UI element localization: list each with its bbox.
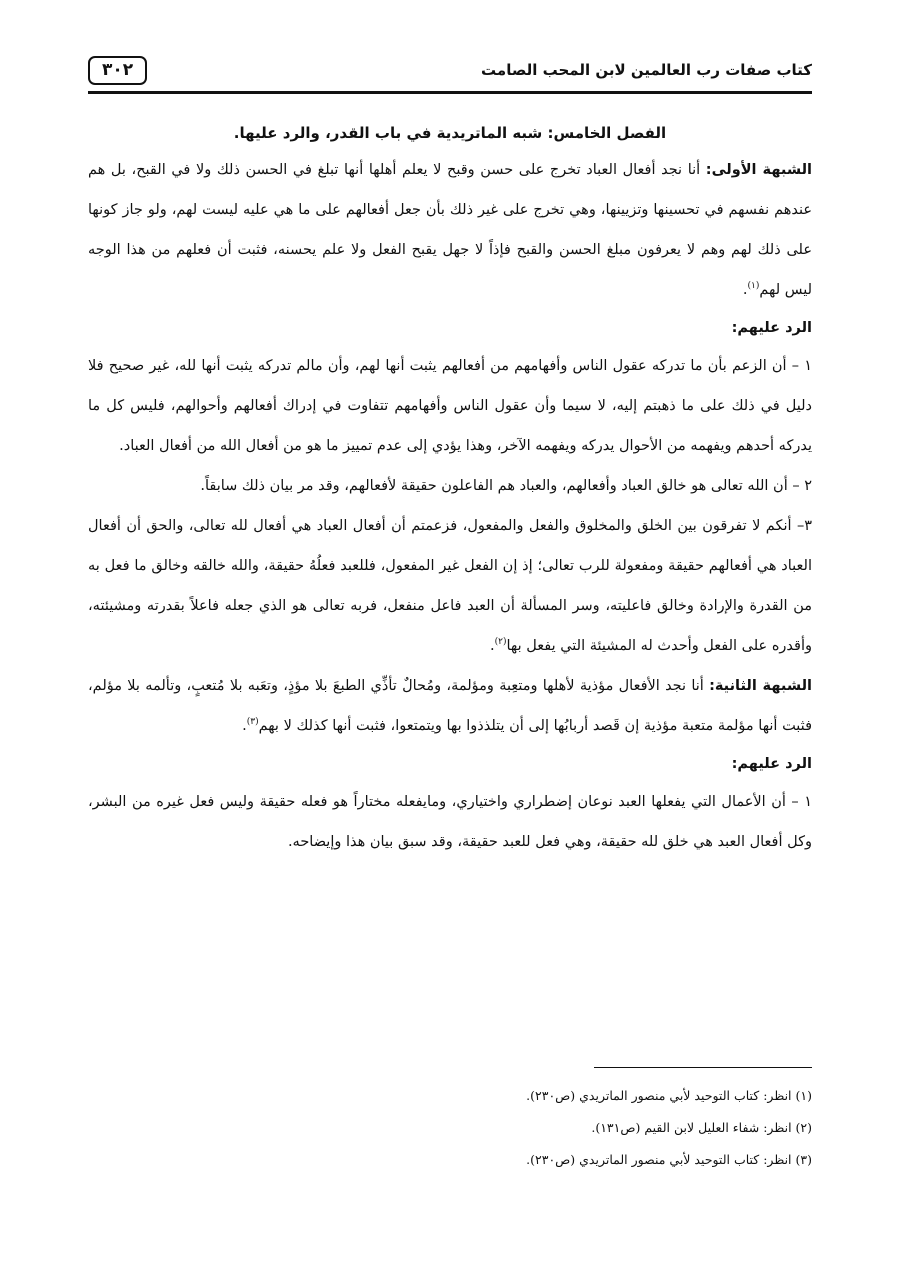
shubha-2-end: . (242, 718, 247, 734)
reply-1-point-1: ١ – أن الزعم بأن ما تدركه عقول الناس وأفهامهم من أفعالهم يثبت أنها لهم، وأن مالم تدركه يثبت أنها لله، غير صحيح فلا دليل في ذلك على ما ذهبتم إليه، لا سيما وأن عقول الناس وأفهامهم تتفاوت في إدراك أفعالهم وأحوالهم، فليس كل ما يدركه أحدهم ويفهمه من الأحوال يدركه ويفهمه الآخر، وهذا يؤدي إلى عدم تمييز ما هو من أفعال الله من أفعال العباد. (88, 358, 812, 454)
reply-1-point-3-text: ٣– أنكم لا تفرقون بين الخلق والمخلوق والفعل والمفعول، فزعمتم أن أفعال العباد هي أفعال لله تعالى، والحق أن أفعال العباد هي أفعالهم حقيقة ومفعولة للرب تعالى؛ إذ إن الفعل غير المفعول، فللعبد فعلُهُ حقيقة، والله خالقه وخالق ما فعل به من القدرة والإرادة وخالق فاعليته، وسر المسألة أن العبد فاعل منفعل، فربه تعالى هو الذي جعله فاعلاً بقدرته ومشيئته، وأقدره على الفعل وأحدث له المشيئة التي يفعل بها (88, 518, 812, 654)
book-title: كتاب صفات رب العالمين لابن المحب الصامت (481, 61, 812, 79)
reply-1-point-2: ٢ – أن الله تعالى هو خالق العباد وأفعالهم، والعباد هم الفاعلون حقيقة لأفعالهم، وقد مر بيان ذلك سابقاً. (200, 478, 812, 494)
shubha-1-term: الشبهة الأولى: (705, 162, 812, 178)
page-number: ٣٠٢ (88, 56, 147, 85)
footnote-ref-3: (٣) (246, 717, 259, 728)
page-body (88, 116, 812, 862)
footnote-rule (594, 1067, 812, 1068)
footnote-2: (٢) انظر: شفاء العليل لابن القيم (ص١٣١). (591, 1120, 812, 1135)
page-header (88, 52, 812, 88)
reply-1-point-3 (88, 506, 812, 666)
shubha-1-end: . (742, 282, 748, 298)
reply-1-heading: الرد عليهم: (731, 320, 812, 336)
reply-2-point-1: ١ – أن الأعمال التي يفعلها العبد نوعان إضطراري واختياري، ومايفعله مختاراً هو فعله حقيقة وليس فعل غيره من البشر، وكل أفعال العبد هي خلق لله حقيقة، وهي فعل للعبد حقيقة، وقد سبق بيان هذا وإيضاحه. (88, 794, 812, 850)
reply-1-point-3-end: . (490, 638, 495, 654)
reply-2-heading: الرد عليهم: (731, 756, 812, 772)
footnote-ref-1: (١) (747, 281, 760, 292)
shubha-2-text: أنا نجد الأفعال مؤذية لأهلها ومتعِبة ومؤلمة، ومُحالٌ تأذِّي الطبعَ بلا مؤذٍ، وتعَبه بلا مُتعبٍ، وتألمه بلا مؤلم، فثبت أنها مؤلمة متعبة مؤذية إن قَصد أربابُها إلى أن يتلذذوا بها ويتمتعوا، فثبت أنها كذلك لا بهم (88, 678, 812, 734)
chapter-title: الفصل الخامس: شبه الماتريدية في باب القدر، والرد عليها. (233, 124, 667, 142)
shubha-2-term: الشبهة الثانية: (709, 678, 812, 694)
shubha-1-paragraph (88, 150, 812, 310)
header-rule (88, 91, 812, 94)
footnote-3: (٣) انظر: كتاب التوحيد لأبي منصور الماتريدي (ص٢٣٠). (526, 1152, 812, 1167)
shubha-1-text: أنا نجد أفعال العباد تخرج على حسن وقبح لا يعلم أهلها أنها تبلغ في الحسن ذلك ولا في القبح، بل هم عندهم نفسهم في تحسينها وتزيينها، وهي تخرج على غير ذلك بأن جعل أفعالهم على ما هي عليه ليست لهم، ولو جاز كونها على ذلك لهم وهم لا يعرفون مبلغ الحسن والقبح فإذاً لا جهل يقبح الفعل ولا علم يحسنه، فثبت أن فعلهم من هذا الوجه ليس لهم (88, 162, 812, 298)
footnote-1: (١) انظر: كتاب التوحيد لأبي منصور الماتريدي (ص٢٣٠). (526, 1088, 812, 1103)
shubha-2-paragraph (88, 666, 812, 746)
footnotes (88, 1080, 812, 1176)
footnote-ref-2: (٢) (494, 637, 507, 648)
